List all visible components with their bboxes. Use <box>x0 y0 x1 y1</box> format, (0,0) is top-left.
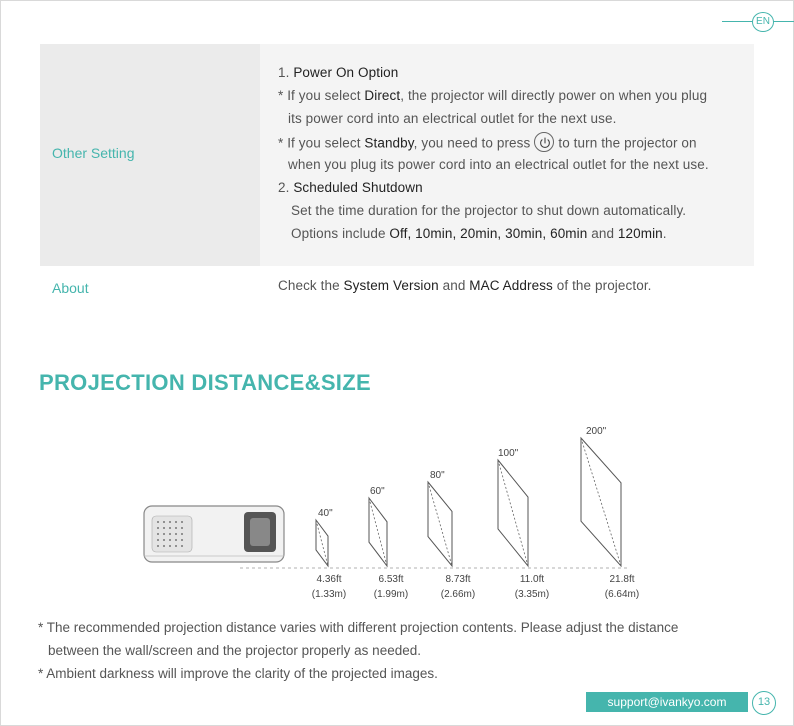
screen-size-label: 80" <box>430 470 445 481</box>
language-badge: EN <box>752 12 774 32</box>
direct-term: Direct <box>364 88 401 103</box>
page-number: 13 <box>752 691 776 715</box>
options-end: . <box>662 226 667 241</box>
section-title: PROJECTION DISTANCE&SIZE <box>39 370 371 395</box>
about-prefix: Check the <box>278 278 344 293</box>
standby-line-2: when you plug its power cord into an electrical outlet for the next use. <box>288 157 709 172</box>
distance-ft-label: 4.36ft <box>316 574 342 585</box>
about-label: About <box>52 280 89 296</box>
standby-rest: to turn the projector on <box>558 135 697 151</box>
standby-prefix: * If you select <box>278 135 365 151</box>
options-last: 120min <box>617 226 663 241</box>
note-1: * The recommended projection distance varies with different projection contents. Please adjust the distance <box>38 620 679 635</box>
distance-ft-label: 21.8ft <box>609 574 635 585</box>
shutdown-title <box>278 180 423 195</box>
screen-size-label: 200" <box>586 426 607 437</box>
distance-ft-label: 8.73ft <box>445 574 471 585</box>
standby-term: Standby <box>364 135 414 151</box>
distance-m-label: (2.66m) <box>440 589 476 600</box>
direct-line <box>278 88 707 103</box>
power-icon <box>534 132 554 152</box>
screen-size-label: 100" <box>498 448 519 459</box>
options-values: Off, 10min, 20min, 30min, 60min <box>389 226 588 241</box>
settings-row-about <box>40 266 754 310</box>
power-on-title <box>278 65 398 80</box>
settings-row-other <box>40 44 754 266</box>
standby-mid: , you need to press <box>413 135 531 151</box>
projector-illustration <box>144 506 284 562</box>
direct-line-2: its power cord into an electrical outlet for the next use. <box>288 111 617 126</box>
options-prefix: Options include <box>291 226 390 241</box>
screen-outline <box>369 498 387 566</box>
direct-rest: , the projector will directly power on when you plug <box>400 88 708 103</box>
shutdown-options <box>291 226 667 241</box>
options-and: and <box>587 226 618 241</box>
note-1-line-2: between the wall/screen and the projector properly as needed. <box>48 643 421 658</box>
direct-prefix: * If you select <box>278 88 365 103</box>
mac-address-term: MAC Address <box>469 278 553 293</box>
item-number: 1. <box>278 65 290 80</box>
distance-m-label: (3.35m) <box>514 589 550 600</box>
screens-group <box>312 426 639 600</box>
distance-ft-label: 11.0ft <box>519 574 545 585</box>
projection-diagram <box>0 420 794 610</box>
note-2: * Ambient darkness will improve the clarity of the projected images. <box>38 666 438 681</box>
about-suffix: of the projector. <box>552 278 652 293</box>
about-line <box>278 278 652 293</box>
system-version-term: System Version <box>343 278 439 293</box>
shutdown-heading: Scheduled Shutdown <box>293 180 423 195</box>
about-and: and <box>438 278 470 293</box>
support-email[interactable]: support@ivankyo.com <box>586 692 748 712</box>
power-on-heading: Power On Option <box>293 65 399 80</box>
distance-m-label: (6.64m) <box>604 589 640 600</box>
screen-size-label: 40" <box>318 508 333 519</box>
standby-line <box>278 134 697 154</box>
distance-m-label: (1.99m) <box>373 589 409 600</box>
distance-ft-label: 6.53ft <box>378 574 404 585</box>
distance-m-label: (1.33m) <box>311 589 347 600</box>
other-setting-label: Other Setting <box>52 145 135 161</box>
shutdown-line-1: Set the time duration for the projector to shut down automatically. <box>291 203 687 218</box>
item-number: 2. <box>278 180 290 195</box>
screen-size-label: 60" <box>370 486 385 497</box>
